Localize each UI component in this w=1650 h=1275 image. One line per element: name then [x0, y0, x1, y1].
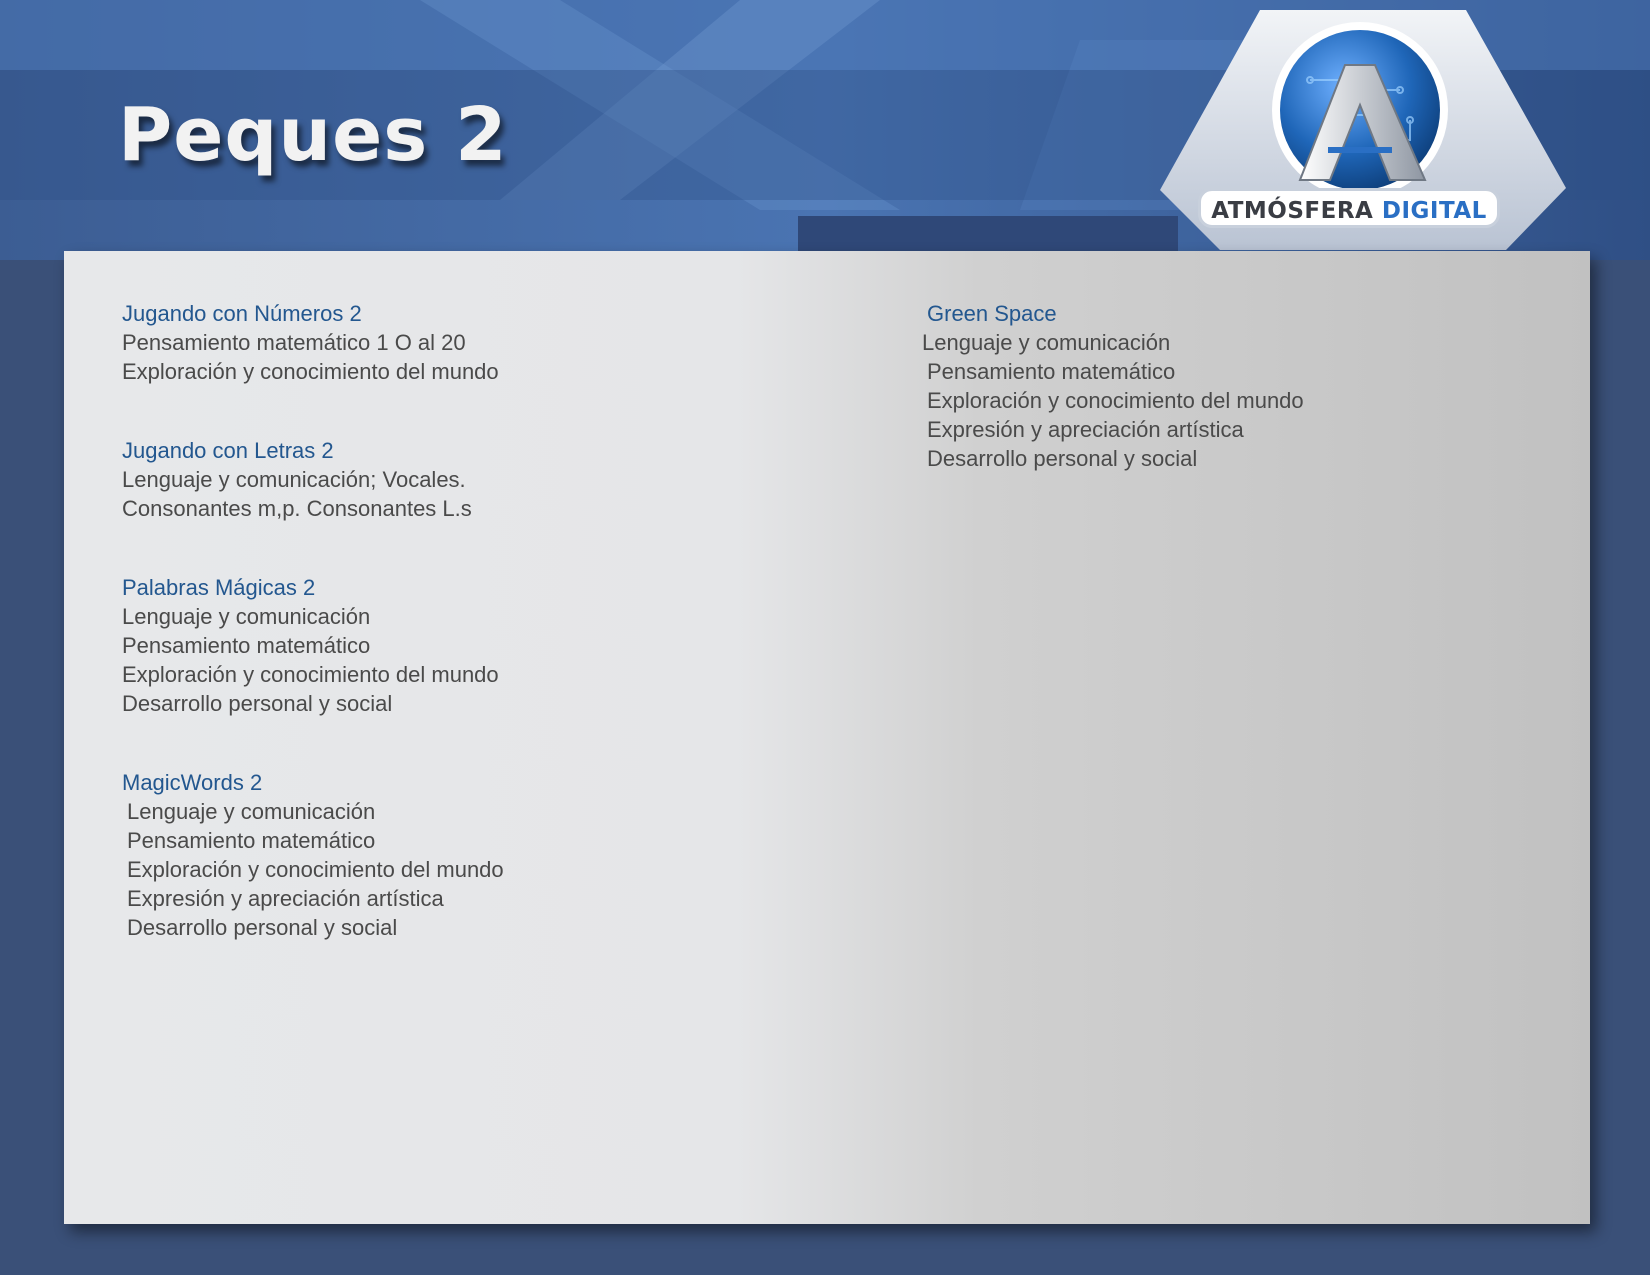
- program-jugando-letras: [122, 436, 822, 523]
- brand-word-digital: DIGITAL: [1381, 198, 1487, 224]
- topic-line: Pensamiento matemático: [927, 359, 1176, 384]
- program-topics: [922, 328, 1562, 473]
- program-topics: [122, 797, 822, 942]
- topic-line: Desarrollo personal y social: [122, 691, 393, 716]
- program-title: Jugando con Números 2: [122, 301, 362, 326]
- program-palabras-magicas: [122, 573, 822, 718]
- program-topics: [122, 602, 822, 718]
- topic-line: Lenguaje y comunicación: [922, 330, 1171, 355]
- topic-line: Lenguaje y comunicación; Vocales.: [122, 467, 466, 492]
- program-jugando-numeros: [122, 299, 822, 386]
- program-title: Jugando con Letras 2: [122, 438, 334, 463]
- topic-line: Pensamiento matemático: [122, 633, 371, 658]
- topic-line: Expresión y apreciación artística: [927, 417, 1244, 442]
- program-title: MagicWords 2: [122, 770, 263, 795]
- topic-line: Lenguaje y comunicación: [122, 604, 371, 629]
- brand-word-atmosfera: ATMÓSFERA: [1211, 198, 1374, 224]
- topic-line: Pensamiento matemático 1 O al 20: [122, 330, 466, 355]
- program-topics: [122, 328, 822, 386]
- brand-wordmark: [1198, 188, 1500, 228]
- program-title: Green Space: [927, 301, 1057, 326]
- topic-line: Exploración y conocimiento del mundo: [122, 359, 499, 384]
- content-card: [64, 251, 1590, 1224]
- topic-line: Exploración y conocimiento del mundo: [122, 662, 499, 687]
- topic-line: Desarrollo personal y social: [927, 446, 1198, 471]
- brand-logo: [1160, 10, 1566, 250]
- topic-line: Desarrollo personal y social: [127, 915, 398, 940]
- program-title: Palabras Mágicas 2: [122, 575, 316, 600]
- program-magicwords: [122, 768, 822, 942]
- programs-right-column: [922, 299, 1562, 523]
- topic-line: Exploración y conocimiento del mundo: [127, 857, 504, 882]
- topic-line: Expresión y apreciación artística: [127, 886, 444, 911]
- topic-line: Lenguaje y comunicación: [127, 799, 376, 824]
- program-green-space: [922, 299, 1562, 473]
- topic-line: Pensamiento matemático: [127, 828, 376, 853]
- programs-left-column: [122, 299, 822, 992]
- topic-line: Exploración y conocimiento del mundo: [927, 388, 1304, 413]
- topic-line: Consonantes m,p. Consonantes L.s: [122, 496, 472, 521]
- page-title: Peques 2: [118, 92, 508, 178]
- program-topics: [122, 465, 822, 523]
